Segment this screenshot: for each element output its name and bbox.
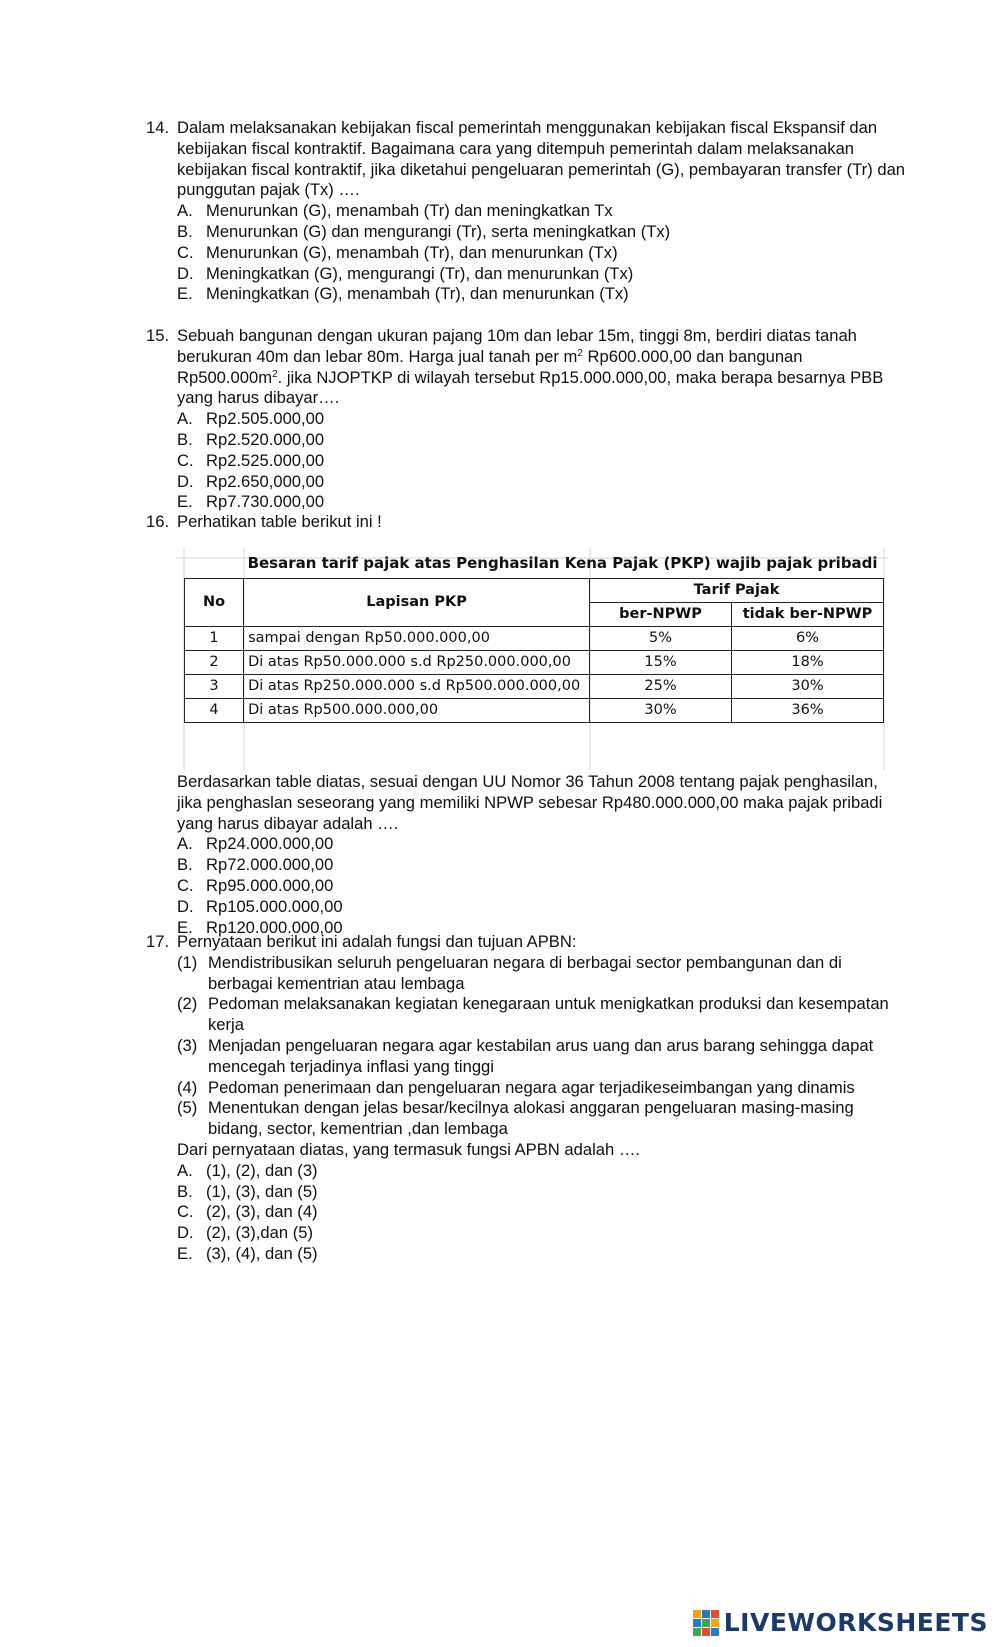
option-e[interactable]	[177, 284, 906, 305]
statement-text: Pedoman penerimaan dan pengeluaran negara agar terjadikeseimbangan yang dinamis	[208, 1077, 855, 1097]
cell-no: 3	[185, 675, 244, 699]
option-a[interactable]	[177, 1161, 906, 1182]
option-c[interactable]	[177, 1202, 906, 1223]
option-letter: B.	[177, 1181, 193, 1201]
option-letter: E.	[177, 917, 193, 937]
option-b[interactable]	[177, 1182, 906, 1203]
question-intro: Pernyataan berikut ini adalah fungsi dan tujuan APBN:	[177, 932, 577, 951]
option-text: Meningkatkan (G), mengurangi (Tr), dan menurunkan (Tx)	[206, 263, 634, 283]
option-c[interactable]	[177, 876, 906, 897]
option-c[interactable]	[177, 451, 906, 472]
header-no: No	[185, 579, 244, 627]
option-d[interactable]	[177, 472, 906, 493]
option-d[interactable]	[177, 1223, 906, 1244]
statement-text: Menjadan pengeluaran negara agar kestabilan arus uang dan arus barang sehingga dapat mencegah terjadinya inflasi yang tinggi	[208, 1035, 874, 1076]
header-non-npwp: tidak ber-NPWP	[731, 603, 883, 627]
question-15	[146, 326, 906, 513]
question-text: Dari pernyataan diatas, yang termasuk fungsi APBN adalah ….	[177, 1139, 641, 1159]
option-a[interactable]	[177, 201, 906, 222]
cell-non-npwp: 18%	[731, 651, 883, 675]
option-letter: B.	[177, 429, 193, 449]
question-number: 14.	[146, 118, 170, 137]
option-text: (2), (3), dan (4)	[206, 1202, 318, 1222]
option-letter: C.	[177, 875, 194, 895]
option-b[interactable]	[177, 222, 906, 243]
option-text: Menurunkan (G) dan mengurangi (Tr), serta meningkatkan (Tx)	[206, 221, 671, 241]
cell-no: 1	[185, 627, 244, 651]
option-c[interactable]	[177, 243, 906, 264]
option-text: Rp95.000.000,00	[206, 875, 334, 895]
tax-rate-table-image	[176, 548, 888, 770]
header-tarif: Tarif Pajak	[590, 579, 884, 603]
header-npwp: ber-NPWP	[590, 603, 732, 627]
cell-layer: Di atas Rp500.000.000,00	[244, 699, 590, 723]
option-text: Menurunkan (G), menambah (Tr), dan menurunkan (Tx)	[206, 242, 618, 262]
option-letter: E.	[177, 492, 193, 512]
option-text: Rp2.525.000,00	[206, 450, 325, 470]
statement-2	[177, 994, 906, 1036]
option-e[interactable]	[177, 492, 906, 513]
option-text: Menurunkan (G), menambah (Tr) dan meningkatkan Tx	[206, 201, 613, 221]
header-layer: Lapisan PKP	[244, 579, 590, 627]
statement-3	[177, 1036, 906, 1078]
option-letter: B.	[177, 855, 193, 875]
options-list	[177, 834, 906, 938]
liveworksheets-logo[interactable]	[692, 1606, 988, 1640]
options-list	[177, 201, 906, 305]
option-text: Rp2.505.000,00	[206, 409, 325, 429]
cell-no: 4	[185, 699, 244, 723]
option-text: Rp105.000.000,00	[206, 896, 343, 916]
option-letter: A.	[177, 1160, 193, 1180]
option-letter: A.	[177, 834, 193, 854]
option-text: (2), (3),dan (5)	[206, 1223, 313, 1243]
statement-number: (5)	[177, 1098, 198, 1118]
option-e[interactable]	[177, 1244, 906, 1265]
statement-1	[177, 953, 906, 995]
cell-non-npwp: 6%	[731, 627, 883, 651]
option-letter: A.	[177, 409, 193, 429]
table-row	[185, 627, 884, 651]
option-text: Rp7.730.000,00	[206, 492, 325, 512]
question-text: Sebuah bangunan dengan ukuran pajang 10m dan lebar 15m, tinggi 8m, berdiri diatas tanah berukuran 40m dan lebar 80m. Harga jual tanah per $m^2$ Rp600.000,00 dan bangunan $Rp500.000m^2$. jika NJOPTKP di wilayah tersebut Rp15.000.000,00, maka berapa besarnya PBB yang harus dibayar….	[177, 326, 884, 408]
superscript: 2	[577, 347, 583, 359]
option-text: Rp2.650,000,00	[206, 471, 325, 491]
option-a[interactable]	[177, 409, 906, 430]
statement-number: (3)	[177, 1035, 198, 1055]
option-text: Rp24.000.000,00	[206, 834, 334, 854]
option-text: Rp72.000.000,00	[206, 855, 334, 875]
statement-5	[177, 1098, 906, 1140]
option-text: Rp2.520.000,00	[206, 429, 325, 449]
cell-layer: Di atas Rp50.000.000 s.d Rp250.000.000,00	[244, 651, 590, 675]
table-title: Besaran tarif pajak atas Penghasilan Kena Pajak (PKP) wajib pajak pribadi	[247, 553, 878, 572]
option-letter: C.	[177, 450, 194, 470]
table-row	[185, 651, 884, 675]
cell-npwp: 15%	[590, 651, 732, 675]
cell-npwp: 30%	[590, 699, 732, 723]
cell-npwp: 5%	[590, 627, 732, 651]
cell-npwp: 25%	[590, 675, 732, 699]
option-letter: D.	[177, 896, 194, 916]
question-17	[146, 932, 906, 1265]
logo-text: LIVEWORKSHEETS	[723, 1607, 988, 1637]
statement-text: Pedoman melaksanakan kegiatan kenegaraan untuk menigkatkan produksi dan kesempatan kerja	[208, 994, 889, 1035]
option-letter: D.	[177, 471, 194, 491]
cell-layer: sampai dengan Rp50.000.000,00	[244, 627, 590, 651]
question-text: Berdasarkan table diatas, sesuai dengan UU Nomor 36 Tahun 2008 tentang pajak penghasilan, jika penghaslan seseorang yang memiliki NPWP sebesar Rp480.000.000,00 maka pajak pribadi yang harus dibayar adalah ….	[177, 772, 883, 833]
option-text: (3), (4), dan (5)	[206, 1243, 318, 1263]
option-text: Rp120.000.000,00	[206, 917, 343, 937]
superscript: 2	[272, 368, 278, 380]
option-letter: B.	[177, 221, 193, 241]
option-letter: D.	[177, 1223, 194, 1243]
statement-text: Mendistribusikan seluruh pengeluaran negara di berbagai sector pembangunan dan di berbagai kementrian atau lembaga	[208, 952, 842, 993]
options-list	[177, 409, 906, 513]
question-number: 17.	[146, 932, 170, 951]
question-16	[146, 772, 906, 938]
liveworksheets-logo-icon	[692, 1609, 720, 1637]
cell-non-npwp: 30%	[731, 675, 883, 699]
statement-number: (4)	[177, 1077, 198, 1097]
statement-number: (2)	[177, 994, 198, 1014]
option-d[interactable]	[177, 897, 906, 918]
question-text: Dalam melaksanakan kebijakan fiscal pemerintah menggunakan kebijakan fiscal Ekspansif dan kebijakan fiscal kontraktif. Bagaimana cara yang ditempuh pemerintah dalam melaksanakan kebijakan fiscal kontraktif, jika diketahui pengeluaran pemerintah (G), pembayaran transfer (Tr) dan punggutan pajak (Tx) ….	[177, 118, 906, 200]
option-letter: C.	[177, 1202, 194, 1222]
cell-layer: Di atas Rp250.000.000 s.d Rp500.000.000,00	[244, 675, 590, 699]
tax-rate-table	[184, 548, 884, 723]
options-list	[177, 1161, 906, 1265]
option-text: (1), (3), dan (5)	[206, 1181, 318, 1201]
cell-non-npwp: 36%	[731, 699, 883, 723]
option-letter: C.	[177, 242, 194, 262]
question-number: 15.	[146, 326, 170, 345]
option-text: Meningkatkan (G), menambah (Tr), dan menurunkan (Tx)	[206, 284, 629, 304]
option-letter: A.	[177, 201, 193, 221]
table-row	[185, 699, 884, 723]
statement-number: (1)	[177, 952, 198, 972]
option-letter: E.	[177, 284, 193, 304]
option-b[interactable]	[177, 855, 906, 876]
option-d[interactable]	[177, 264, 906, 285]
question-intro: Perhatikan table berikut ini !	[177, 512, 382, 531]
option-b[interactable]	[177, 430, 906, 451]
statement-text: Menentukan dengan jelas besar/kecilnya alokasi anggaran pengeluaran masing-masing bidang, sector, kementrian ,dan lembaga	[208, 1098, 854, 1139]
question-number: 16.	[146, 512, 170, 531]
cell-no: 2	[185, 651, 244, 675]
statement-4	[177, 1078, 906, 1099]
table-row	[185, 675, 884, 699]
question-16-intro	[146, 512, 906, 533]
option-text: (1), (2), dan (3)	[206, 1160, 318, 1180]
option-letter: D.	[177, 263, 194, 283]
question-14	[146, 118, 906, 305]
option-letter: E.	[177, 1243, 193, 1263]
option-a[interactable]	[177, 834, 906, 855]
